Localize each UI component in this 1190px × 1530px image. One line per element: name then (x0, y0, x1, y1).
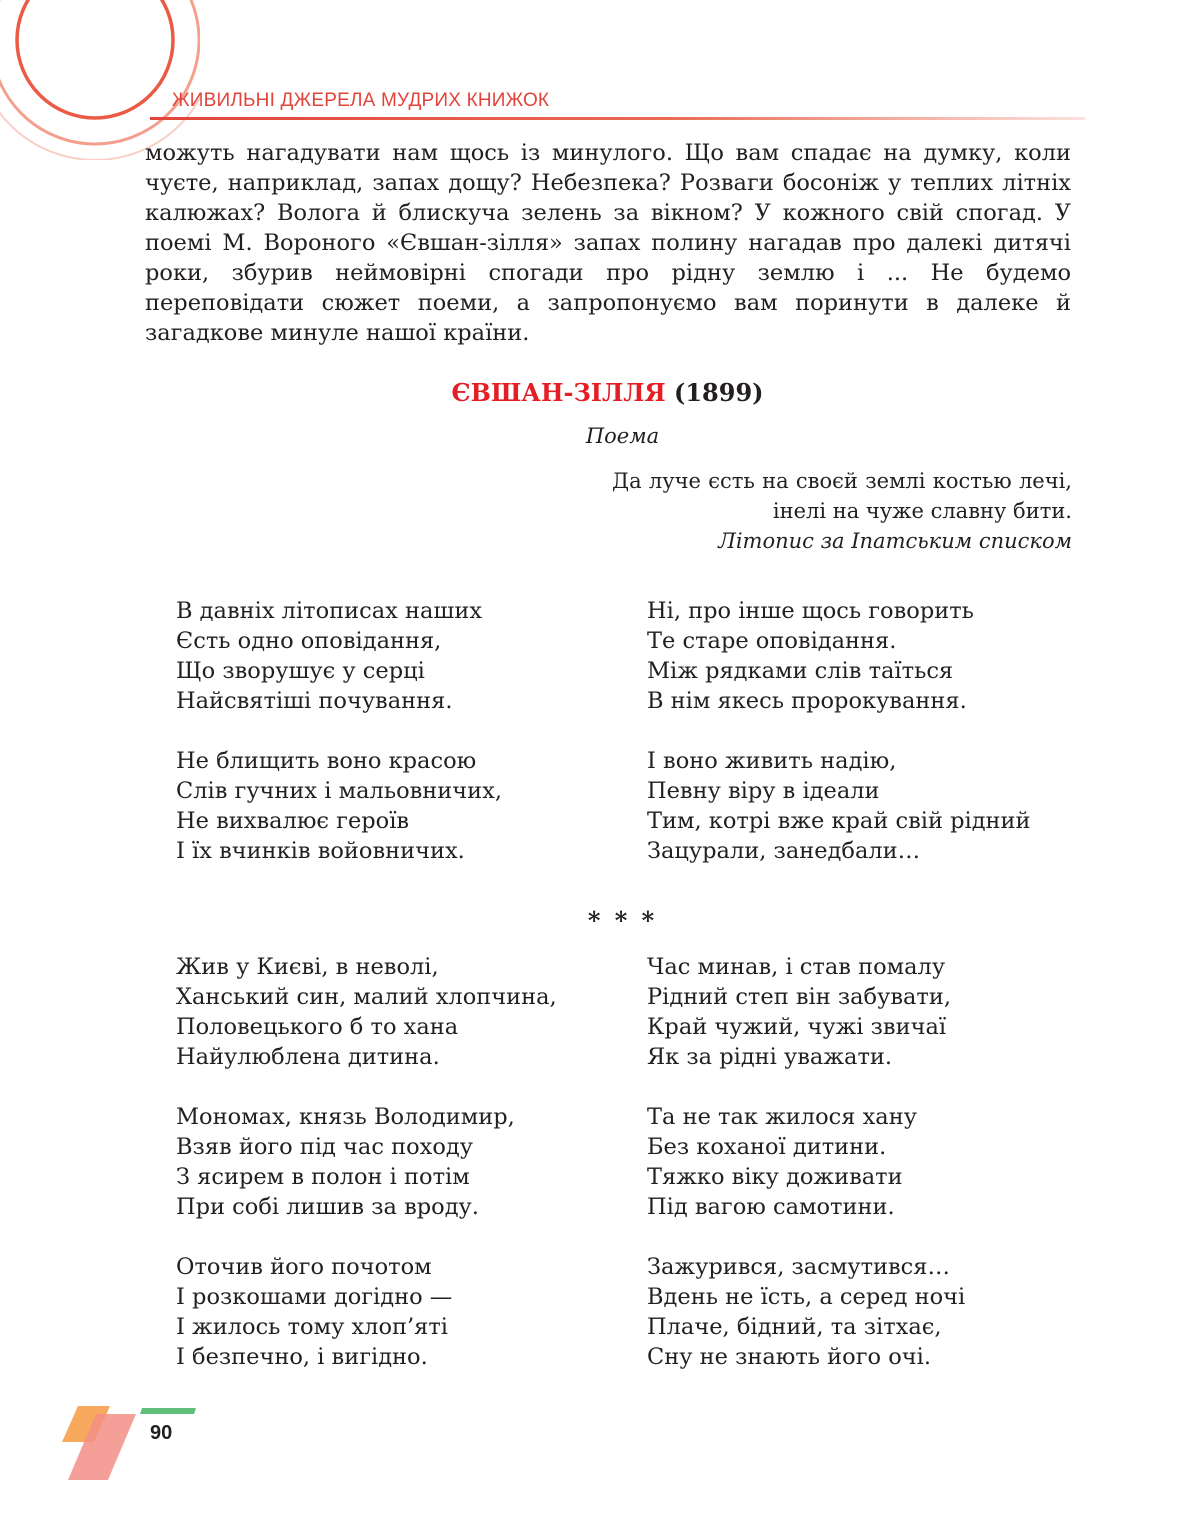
epigraph: Да луче єсть на своєй землі костью лечі, інелі на чуже славну бити. (612, 469, 1072, 523)
poem-line: Що зворушує у серці (176, 658, 425, 684)
poem-line: І воно живить надію, (647, 748, 897, 774)
poem-line: Оточив його почотом (176, 1254, 432, 1280)
poem-line: І жилось тому хлоп’яті (176, 1314, 448, 1340)
poem-line: Під вагою самотини. (647, 1194, 895, 1220)
poem-line: Та не так жилося хану (647, 1104, 917, 1130)
poem-line: При собі лишив за вроду. (176, 1194, 479, 1220)
stanza-9 (176, 1252, 452, 1372)
poem-line: Між рядками слів таїться (647, 658, 954, 684)
poem-line: Як за рідні уважати. (647, 1044, 893, 1070)
poem-line: З ясирем в полон і потім (176, 1164, 470, 1190)
poem-line: Рідний степ він забувати, (647, 984, 952, 1010)
poem-line: Слів гучних і мальовничих, (176, 778, 502, 804)
running-head: ЖИВИЛЬНІ ДЖЕРЕЛА МУДРИХ КНИЖОК (172, 90, 550, 111)
poem-line: Найулюблена дитина. (176, 1044, 440, 1070)
poem-line: Жив у Києві, в неволі, (176, 954, 439, 980)
poem-line: Найсвятіші почування. (176, 688, 453, 714)
poem-line: І розкошами догідно — (176, 1284, 453, 1310)
poem-line: Тим, котрі вже край свій рідний (647, 808, 1031, 834)
poem-line: Взяв його під час походу (176, 1134, 473, 1160)
poem-line: Певну віру в ідеали (647, 778, 880, 804)
intro-paragraph: можуть нагадувати нам щось із минулого. Що вам спадає на думку, коли чуєте, наприклад, запах дощу? Небезпека? Розваги босоніж у теплих літніх калюжах? Волога й блискуча зелень за вікном? У кожного свій спогад. У поемі М. Вороного «Євшан-зілля» запах полину нагадав про далекі дитячі роки, збурив неймовірні спогади про рідну землю і ... Не будемо переповідати сюжет поеми, а запропонуємо вам поринути в далеке й загадкове минуле нашої країни. (145, 140, 1071, 346)
header-decoration (0, 0, 200, 160)
stanza-6 (647, 952, 951, 1072)
poem-line: І їх вчинків войовничих. (176, 838, 465, 864)
poem-genre: Поема (585, 424, 660, 448)
stanza-2 (647, 596, 974, 716)
stanza-4 (647, 746, 1031, 866)
poem-line: І безпечно, і вигідно. (176, 1344, 428, 1370)
section-separator: * * * (587, 906, 658, 935)
poem-line: Час минав, і став помалу (647, 954, 946, 980)
poem-line: Плаче, бідний, та зітхає, (647, 1314, 942, 1340)
poem-line: Не блищить воно красою (176, 748, 477, 774)
poem-line: Тяжко віку доживати (647, 1164, 903, 1190)
stanza-10 (647, 1252, 965, 1372)
poem-title (0, 378, 1190, 407)
poem-line: Зажурився, засмутився… (647, 1254, 950, 1280)
poem-line: Не вихвалює героїв (176, 808, 410, 834)
poem-line: Єсть одно оповідання, (176, 628, 442, 654)
poem-line: Половецького б то хана (176, 1014, 459, 1040)
poem-year: (1899) (673, 378, 764, 407)
stanza-7 (176, 1102, 515, 1222)
epigraph-source: Літопис за Іпатським списком (718, 529, 1072, 553)
poem-title-text: ЄВШАН-ЗІЛЛЯ (451, 378, 666, 407)
stanza-5 (176, 952, 557, 1072)
page-number: 90 (150, 1422, 173, 1444)
poem-line: Край чужий, чужі звичаї (647, 1014, 947, 1040)
poem-line: Зацурали, занедбали… (647, 838, 921, 864)
poem-line: Сну не знають його очі. (647, 1344, 931, 1370)
stanza-3 (176, 746, 502, 866)
header-rule (150, 117, 1085, 120)
stanza-1 (176, 596, 482, 716)
stanza-8 (647, 1102, 917, 1222)
poem-line: В давніх літописах наших (176, 598, 483, 624)
poem-line: Ні, про інше щось говорить (647, 598, 974, 624)
poem-line: Ханський син, малий хлопчина, (176, 984, 557, 1010)
poem-line: Те старе оповідання. (647, 628, 897, 654)
footer-decoration (58, 1402, 203, 1486)
poem-line: Мономах, князь Володимир, (176, 1104, 515, 1130)
poem-line: Без коханої дитини. (647, 1134, 887, 1160)
poem-line: В нім якесь пророкування. (647, 688, 967, 714)
poem-line: Вдень не їсть, а серед ночі (647, 1284, 966, 1310)
